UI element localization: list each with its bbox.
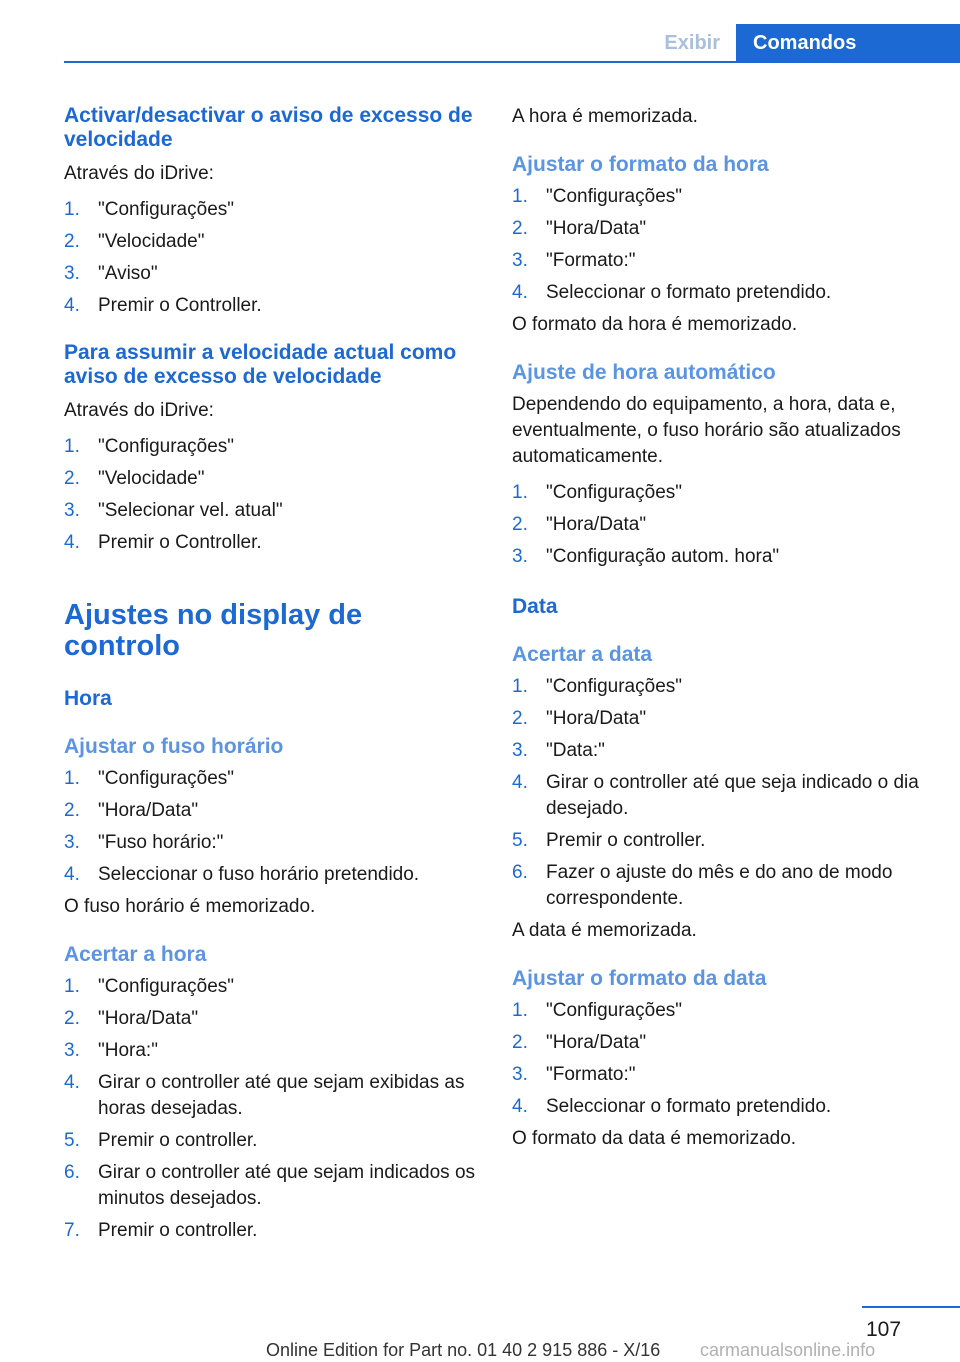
step-number: 3. — [64, 263, 80, 284]
step-text: "Configurações" — [546, 676, 683, 697]
result-text: O formato da hora é memorizado. — [512, 314, 798, 335]
step-text: "Configurações" — [546, 186, 683, 207]
step-text: "Configurações" — [98, 768, 235, 789]
step-text: "Configurações" — [546, 482, 683, 503]
list-item — [64, 1070, 484, 1122]
steps-list — [64, 434, 484, 556]
step-number: 1. — [64, 768, 80, 789]
step-text: Seleccionar o formato pretendido. — [546, 282, 832, 303]
step-text: "Data:" — [546, 740, 605, 761]
step-number: 1. — [512, 1000, 528, 1021]
step-text: "Configurações" — [546, 1000, 683, 1021]
step-text: "Aviso" — [98, 263, 158, 284]
step-text: "Hora/Data" — [98, 800, 199, 821]
step-number: 4. — [64, 295, 80, 316]
section-intro: Dependendo do equipamento, a hora, data e, eventualmente, o fuso horário são atualizados automaticamente. — [512, 394, 901, 467]
step-number: 4. — [512, 1096, 528, 1117]
step-number: 2. — [64, 800, 80, 821]
result-text: O formato da data é memorizado. — [512, 1128, 797, 1149]
list-item — [512, 738, 932, 764]
list-item — [64, 798, 484, 824]
section-title-speed-warning: Activar/desactivar o aviso de excesso de velocidade — [64, 104, 473, 151]
edition-text: Online Edition for Part no. 01 40 2 915 886 - X/16 — [266, 1340, 661, 1360]
steps-list — [64, 766, 484, 888]
step-number: 4. — [512, 282, 528, 303]
step-number: 3. — [64, 1040, 80, 1061]
subsection-title-timezone: Ajustar o fuso horário — [64, 735, 284, 758]
steps-list — [512, 480, 932, 570]
step-number: 2. — [512, 1032, 528, 1053]
list-item — [64, 293, 484, 319]
step-number: 6. — [64, 1162, 80, 1183]
subsection-title-set-time: Acertar a hora — [64, 943, 207, 966]
step-text: Girar o controller até que seja indicado o dia desejado. — [546, 772, 919, 819]
step-text: "Velocidade" — [98, 468, 205, 489]
list-item — [512, 1030, 932, 1056]
steps-list — [64, 974, 484, 1244]
list-item — [512, 280, 932, 306]
section-title-hora: Hora — [64, 687, 112, 710]
step-number: 4. — [64, 532, 80, 553]
step-text: "Formato:" — [546, 250, 636, 271]
list-item — [512, 216, 932, 242]
section-title-data: Data — [512, 595, 558, 618]
step-number: 4. — [512, 772, 528, 793]
steps-list — [512, 184, 932, 306]
list-item — [512, 860, 932, 912]
list-item — [64, 862, 484, 888]
step-text: "Configurações" — [98, 436, 235, 457]
tab-comandos[interactable]: Comandos — [736, 24, 960, 62]
list-item — [512, 184, 932, 210]
subsection-title-set-date: Acertar a data — [512, 643, 653, 666]
step-number: 1. — [512, 186, 528, 207]
step-text: "Hora/Data" — [546, 218, 647, 239]
list-item — [512, 998, 932, 1024]
list-item — [512, 828, 932, 854]
step-number: 3. — [512, 1064, 528, 1085]
list-item — [64, 197, 484, 223]
step-number: 7. — [64, 1220, 80, 1241]
step-number: 1. — [64, 436, 80, 457]
subsection-title-auto-time: Ajuste de hora automático — [512, 361, 776, 384]
step-text: "Hora/Data" — [546, 1032, 647, 1053]
watermark: carmanualsonline.info — [700, 1340, 876, 1360]
step-number: 2. — [512, 708, 528, 729]
steps-list — [512, 674, 932, 912]
left-column — [64, 104, 484, 1250]
step-number: 1. — [512, 676, 528, 697]
step-text: Premir o controller. — [98, 1220, 258, 1241]
step-number: 1. — [64, 976, 80, 997]
step-number: 3. — [512, 740, 528, 761]
step-number: 3. — [512, 250, 528, 271]
section-intro: Através do iDrive: — [64, 400, 214, 421]
list-item — [512, 770, 932, 822]
step-number: 5. — [64, 1130, 80, 1151]
list-item — [512, 1094, 932, 1120]
step-number: 2. — [64, 468, 80, 489]
tab-exibir[interactable]: Exibir — [664, 31, 720, 54]
list-item — [64, 830, 484, 856]
list-item — [64, 974, 484, 1000]
step-text: "Hora:" — [98, 1040, 158, 1061]
step-number: 4. — [64, 1072, 80, 1093]
list-item — [64, 1038, 484, 1064]
list-item — [64, 261, 484, 287]
step-text: Girar o controller até que sejam indicados os minutos desejados. — [98, 1162, 476, 1209]
step-text: "Hora/Data" — [98, 1008, 199, 1029]
list-item — [64, 466, 484, 492]
step-text: "Hora/Data" — [546, 514, 647, 535]
list-item — [64, 434, 484, 460]
list-item — [64, 1218, 484, 1244]
list-item — [512, 544, 932, 570]
steps-list — [64, 197, 484, 319]
step-number: 1. — [64, 199, 80, 220]
step-number: 2. — [512, 514, 528, 535]
list-item — [512, 480, 932, 506]
step-number: 6. — [512, 862, 528, 883]
step-number: 3. — [512, 546, 528, 567]
step-text: Premir o controller. — [546, 830, 706, 851]
step-text: "Formato:" — [546, 1064, 636, 1085]
list-item — [64, 530, 484, 556]
step-number: 3. — [64, 832, 80, 853]
result-text: A data é memorizada. — [512, 920, 697, 941]
step-number: 3. — [64, 500, 80, 521]
step-text: Seleccionar o formato pretendido. — [546, 1096, 832, 1117]
result-text: O fuso horário é memorizado. — [64, 896, 316, 917]
step-number: 2. — [512, 218, 528, 239]
step-text: Seleccionar o fuso horário pretendido. — [98, 864, 420, 885]
list-item — [64, 1160, 484, 1212]
footer-divider — [862, 1306, 960, 1308]
result-text: A hora é memorizada. — [512, 106, 698, 127]
page-number: 107 — [866, 1318, 902, 1341]
step-number: 5. — [512, 830, 528, 851]
step-number: 2. — [64, 231, 80, 252]
step-text: "Configurações" — [98, 976, 235, 997]
header-tabs — [638, 24, 960, 62]
step-text: "Hora/Data" — [546, 708, 647, 729]
list-item — [64, 498, 484, 524]
list-item — [512, 706, 932, 732]
right-column — [512, 104, 932, 1152]
header-divider — [64, 61, 960, 63]
step-text: "Velocidade" — [98, 231, 205, 252]
list-item — [512, 512, 932, 538]
section-intro: Através do iDrive: — [64, 163, 214, 184]
step-text: Premir o Controller. — [98, 295, 262, 316]
list-item — [64, 766, 484, 792]
list-item — [64, 229, 484, 255]
step-text: Premir o Controller. — [98, 532, 262, 553]
step-text: "Selecionar vel. atual" — [98, 500, 283, 521]
step-text: Premir o controller. — [98, 1130, 258, 1151]
step-text: "Fuso horário:" — [98, 832, 224, 853]
step-text: "Configuração autom. hora" — [546, 546, 780, 567]
chapter-title: Ajustes no display de controlo — [64, 599, 363, 662]
step-text: Girar o controller até que sejam exibidas as horas desejadas. — [98, 1072, 465, 1119]
list-item — [512, 674, 932, 700]
list-item — [64, 1006, 484, 1032]
step-number: 4. — [64, 864, 80, 885]
step-text: Fazer o ajuste do mês e do ano de modo correspondente. — [546, 862, 893, 909]
subsection-title-time-format: Ajustar o formato da hora — [512, 153, 769, 176]
subsection-title-date-format: Ajustar o formato da data — [512, 967, 767, 990]
list-item — [512, 1062, 932, 1088]
step-number: 2. — [64, 1008, 80, 1029]
section-title-current-speed: Para assumir a velocidade actual como aviso de excesso de velocidade — [64, 341, 457, 388]
step-text: "Configurações" — [98, 199, 235, 220]
list-item — [64, 1128, 484, 1154]
step-number: 1. — [512, 482, 528, 503]
list-item — [512, 248, 932, 274]
steps-list — [512, 998, 932, 1120]
